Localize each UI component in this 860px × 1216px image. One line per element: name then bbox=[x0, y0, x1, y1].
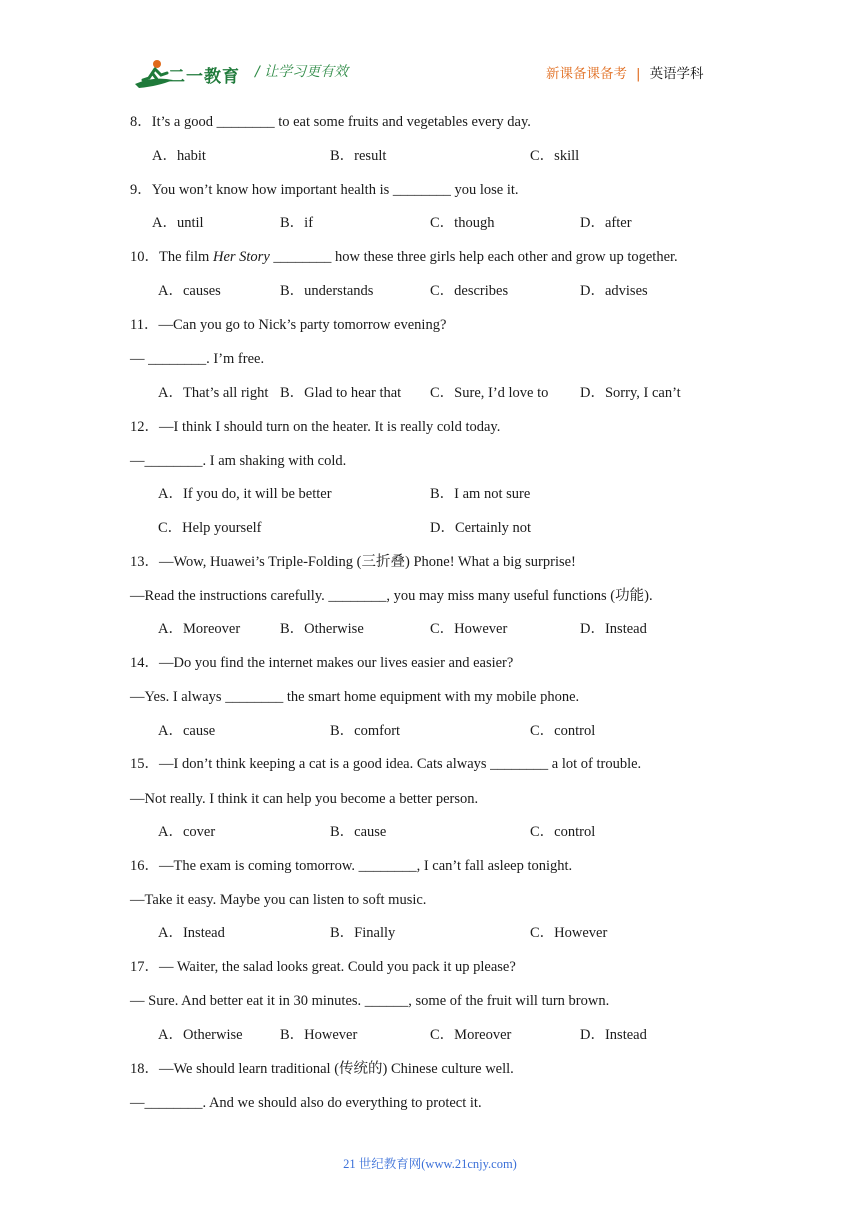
answer-option: B．result bbox=[330, 148, 387, 164]
question-stem: 13．—Wow, Huawei’s Triple-Folding (三折叠) Phone! What a big surprise! bbox=[130, 554, 576, 570]
answer-option: B．comfort bbox=[330, 723, 401, 739]
slogan: / 让学习更有效 bbox=[255, 64, 349, 80]
answer-option: C．Help yourself bbox=[158, 520, 262, 536]
subject-label: 英语学科 bbox=[649, 66, 704, 82]
answer-option: A．habit bbox=[152, 148, 206, 164]
answer-option: C．describes bbox=[430, 283, 509, 299]
dialogue-line: —Yes. I always ________ the smart home equipment with my mobile phone. bbox=[130, 689, 580, 705]
question-stem: 9．You won’t know how important health is ________ you lose it. bbox=[130, 182, 519, 198]
answer-option: C．control bbox=[530, 824, 596, 840]
answer-option: C．Moreover bbox=[430, 1027, 512, 1043]
answer-option: A．That’s all right bbox=[158, 385, 269, 401]
question-stem: 11．—Can you go to Nick’s party tomorrow evening? bbox=[130, 317, 447, 333]
question-stem: 18．—We should learn traditional (传统的) Chinese culture well. bbox=[130, 1061, 514, 1077]
film-title: Her Story bbox=[212, 249, 270, 265]
answer-option: D．Instead bbox=[580, 621, 647, 637]
answer-option: B．Finally bbox=[330, 925, 396, 941]
answer-option: D．after bbox=[580, 215, 632, 231]
answer-option: B．Glad to hear that bbox=[280, 385, 402, 401]
dialogue-line: —Read the instructions carefully. ________, you may miss many useful functions (功能). bbox=[130, 588, 653, 604]
dialogue-line: —________. I am shaking with cold. bbox=[130, 453, 347, 469]
dialogue-line: —________. And we should also do everything to protect it. bbox=[130, 1095, 482, 1111]
header-right bbox=[546, 62, 704, 82]
page-header bbox=[0, 0, 860, 100]
answer-option: A．Instead bbox=[158, 925, 225, 941]
tagline: 新课备课备考 bbox=[546, 66, 627, 82]
answer-option: B．understands bbox=[280, 283, 374, 299]
page-footer: 21 世纪教育网(www.21cnjy.com) bbox=[343, 1157, 517, 1171]
logo-text: 二一教育 bbox=[168, 67, 240, 87]
question-stem: 17．— Waiter, the salad looks great. Could you pack it up please? bbox=[130, 959, 516, 975]
question-stem: 16．—The exam is coming tomorrow. ________, I can’t fall asleep tonight. bbox=[130, 858, 573, 874]
dialogue-line: — ________. I’m free. bbox=[130, 351, 265, 367]
question-stem: 15．—I don’t think keeping a cat is a good idea. Cats always ________ a lot of trouble. bbox=[130, 756, 642, 772]
answer-option: A．until bbox=[152, 215, 204, 231]
answer-option: B．cause bbox=[330, 824, 387, 840]
answer-option: C．However bbox=[430, 621, 508, 637]
dialogue-line: — Sure. And better eat it in 30 minutes. ______, some of the fruit will turn brown. bbox=[130, 993, 610, 1009]
header-divider: | bbox=[636, 66, 641, 82]
answer-option: B．However bbox=[280, 1027, 358, 1043]
question-stem: 8．It’s a good ________ to eat some fruits and vegetables every day. bbox=[130, 114, 531, 130]
answer-option: D．Instead bbox=[580, 1027, 647, 1043]
dialogue-line: —Take it easy. Maybe you can listen to soft music. bbox=[130, 892, 427, 908]
answer-option: A．causes bbox=[158, 283, 221, 299]
answer-option: C．Sure, I’d love to bbox=[430, 385, 549, 401]
answer-option: C．skill bbox=[530, 148, 580, 164]
question-stem: 14．—Do you find the internet makes our lives easier and easier? bbox=[130, 655, 514, 671]
answer-option: D．Sorry, I can’t bbox=[580, 385, 681, 401]
answer-option: C．control bbox=[530, 723, 596, 739]
question-stem: 12．—I think I should turn on the heater. It is really cold today. bbox=[130, 419, 501, 435]
answer-option: A．If you do, it will be better bbox=[158, 486, 332, 502]
question-stem: 10．The film Her Story ________ how these three girls help each other and grow up together. bbox=[130, 249, 678, 265]
answer-option: B．if bbox=[280, 215, 314, 231]
dialogue-line: —Not really. I think it can help you become a better person. bbox=[130, 791, 479, 807]
answer-option: A．cover bbox=[158, 824, 216, 840]
answer-option: D．advises bbox=[580, 283, 648, 299]
answer-option: C．However bbox=[530, 925, 608, 941]
answer-option: A．cause bbox=[158, 723, 216, 739]
answer-option: C．though bbox=[430, 215, 495, 231]
answer-option: A．Moreover bbox=[158, 621, 241, 637]
answer-option: A．Otherwise bbox=[158, 1027, 243, 1043]
answer-option: D．Certainly not bbox=[430, 520, 532, 536]
answer-option: B．I am not sure bbox=[430, 486, 531, 502]
answer-option: B．Otherwise bbox=[280, 621, 364, 637]
